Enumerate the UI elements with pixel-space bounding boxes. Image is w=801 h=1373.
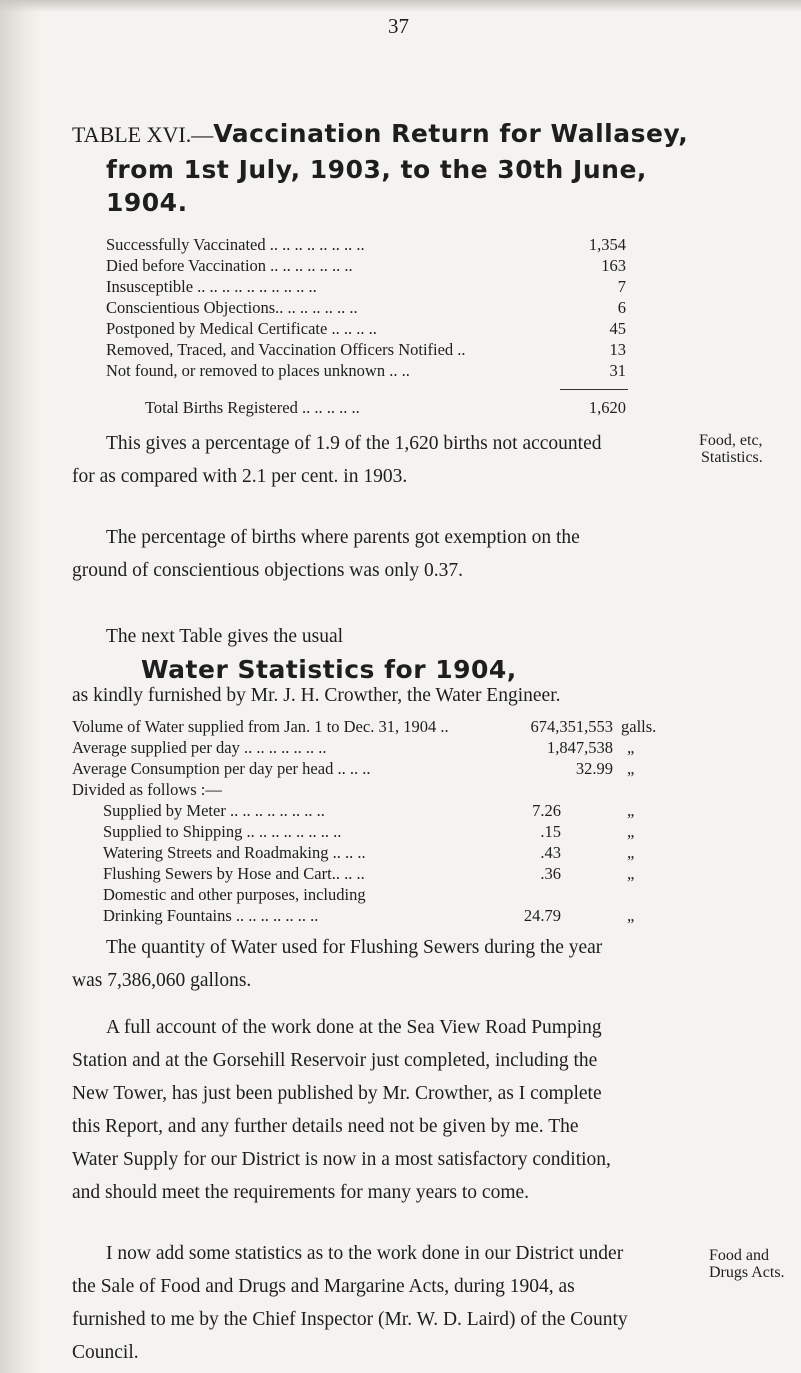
paragraph-line: The percentage of births where parents got exemption on the [106,527,580,548]
row-label: Died before Vaccination .. .. .. .. .. .. .. [106,256,353,275]
water-heading: Water Statistics for 1904, [141,655,517,684]
page-edge-shadow [0,0,42,1373]
margin-note-line: Food and [709,1247,769,1264]
paragraph-line: for as compared with 2.1 per cent. in 1903. [72,466,408,487]
row-unit: galls. [621,717,657,736]
row-label: Watering Streets and Roadmaking .. .. .. [103,843,366,862]
paragraph-line: Council. [72,1342,139,1363]
row-unit: „ [627,822,635,841]
row-label: Successfully Vaccinated .. .. .. .. .. .. .. .. [106,235,365,254]
margin-note-food-statistics [699,432,763,466]
vaccination-heading-line-1 [72,119,688,148]
row-value: 45 [609,319,626,338]
page-top-shadow [0,0,801,12]
heading-text: Vaccination Return for Wallasey, [213,119,689,148]
row-value: 32.99 [575,759,613,778]
row-unit: „ [627,801,635,820]
row-label: Supplied by Meter .. .. .. .. .. .. .. .. [103,801,325,820]
total-value: 1,620 [588,398,626,417]
row-label: Drinking Fountains .. .. .. .. .. .. .. [103,906,319,925]
row-value: 1,354 [588,235,626,254]
paragraph-line: and should meet the requirements for many years to come. [72,1182,530,1203]
paragraph-line: The quantity of Water used for Flushing Sewers during the year [106,937,603,958]
row-value: 1,847,538 [547,738,613,757]
paragraph-line: furnished to me by the Chief Inspector (Mr. W. D. Laird) of the County [72,1309,628,1330]
margin-note-line: Statistics. [701,449,763,466]
paragraph-line: was 7,386,060 gallons. [72,970,252,991]
row-unit: „ [627,759,635,778]
row-label: Postponed by Medical Certificate .. .. .. .. [106,319,377,338]
row-value: 24.79 [523,906,561,925]
row-unit: „ [627,864,635,883]
row-label: Average Consumption per day per head .. .. .. [72,759,371,778]
paragraph-line: Station and at the Gorsehill Reservoir just completed, including the [72,1050,598,1071]
paragraph-line: the Sale of Food and Drugs and Margarine Acts, during 1904, as [72,1276,575,1297]
row-unit: „ [627,843,635,862]
row-label: Not found, or removed to places unknown .. .. [106,361,410,380]
row-value: 7 [617,277,626,296]
row-value: .43 [540,843,561,862]
row-unit: „ [627,906,635,925]
row-label: Average supplied per day .. .. .. .. .. .. .. [72,738,327,757]
paragraph-line: New Tower, has just been published by Mr. Crowther, as I complete [72,1083,602,1104]
paragraph-line: A full account of the work done at the Sea View Road Pumping [106,1017,602,1038]
row-label: Volume of Water supplied from Jan. 1 to Dec. 31, 1904 .. [72,717,449,736]
total-label: Total Births Registered .. .. .. .. .. [145,398,360,417]
row-label: Divided as follows :— [72,780,222,799]
margin-note-food-drugs-acts [709,1247,785,1281]
paragraph-line: this Report, and any further details need not be given by me. The [72,1116,579,1137]
row-label: Removed, Traced, and Vaccination Officers Notified .. [106,340,466,359]
paragraph-line: ground of conscientious objections was only 0.37. [72,560,464,581]
row-value: 7.26 [532,801,561,820]
row-value: .36 [540,864,561,883]
row-value: 6 [617,298,626,317]
paragraph-line: Water Supply for our District is now in a most satisfactory condition, [72,1149,611,1170]
row-label: Domestic and other purposes, including [103,885,366,904]
row-label: Supplied to Shipping .. .. .. .. .. .. .. .. [103,822,342,841]
row-value: 31 [609,361,626,380]
row-unit: „ [627,738,635,757]
row-value: 674,351,553 [530,717,613,736]
row-label: Insusceptible .. .. .. .. .. .. .. .. .. .. [106,277,317,296]
row-label: Flushing Sewers by Hose and Cart.. .. .. [103,864,365,883]
page-number: 37 [388,14,409,38]
paragraph-line: I now add some statistics as to the work done in our District under [106,1243,624,1264]
margin-note-line: Drugs Acts. [709,1264,785,1281]
vaccination-heading-line-2: from 1st July, 1903, to the 30th June, [106,155,647,184]
paragraph-line: This gives a percentage of 1.9 of the 1,620 births not accounted [106,433,602,454]
row-value: .15 [540,822,561,841]
row-label: Conscientious Objections.. .. .. .. .. .. .. [106,298,358,317]
water-intro: The next Table gives the usual [106,626,344,647]
vaccination-heading-line-3: 1904. [106,188,188,217]
total-rule [560,389,628,390]
table-number: TABLE XVI.— [72,122,214,147]
row-value: 13 [609,340,626,359]
margin-note-line: Food, etc, [699,432,763,449]
water-byline: as kindly furnished by Mr. J. H. Crowther, the Water Engineer. [72,685,561,706]
row-value: 163 [601,256,626,275]
